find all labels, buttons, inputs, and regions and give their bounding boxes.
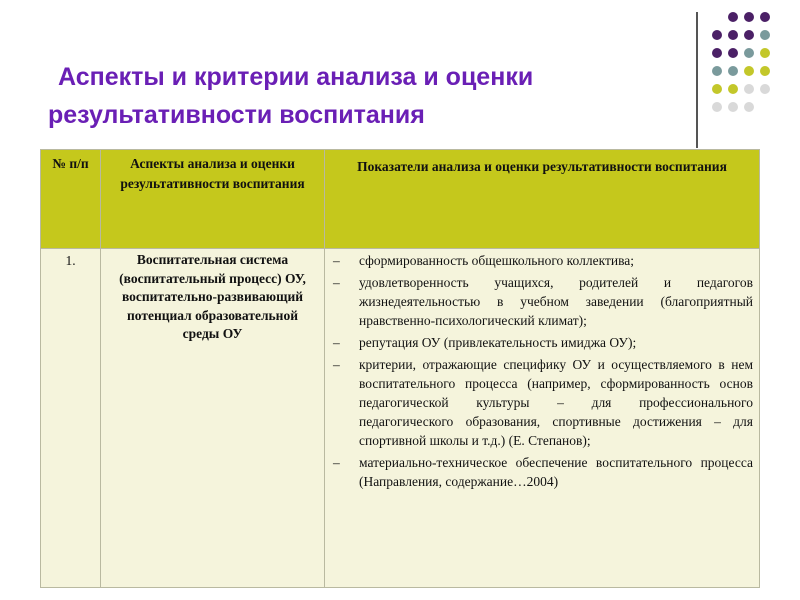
- row-indicators: [325, 249, 760, 588]
- slide-title-line-2: результативности воспитания: [48, 101, 425, 129]
- decorative-dot: [712, 30, 722, 40]
- slide-title: [48, 58, 688, 134]
- decorative-dot: [712, 48, 722, 58]
- decorative-dot: [712, 66, 722, 76]
- decorative-dot: [744, 102, 754, 112]
- indicator-list: [331, 251, 753, 491]
- criteria-table: [40, 149, 760, 588]
- table-header-row: [41, 150, 760, 249]
- decorative-dot: [712, 84, 722, 94]
- header-number: № п/п: [41, 150, 101, 249]
- decorative-dot: [728, 84, 738, 94]
- decorative-dot: [728, 48, 738, 58]
- indicator-item: – удовлетворенность учащихся, родителей и педагогов жизнедеятельностью в учебном заведении (благоприятный нравственно-психологический климат);: [331, 273, 753, 330]
- row-aspect: Воспитательная система (воспитательный процесс) ОУ, воспитательно-развивающий потенциал образовательной среды ОУ: [101, 249, 325, 588]
- decorative-dot: [728, 66, 738, 76]
- header-indicators: Показатели анализа и оценки результативности воспитания: [325, 150, 760, 249]
- decorative-dot: [760, 30, 770, 40]
- decorative-dot: [744, 48, 754, 58]
- decorative-dot: [728, 30, 738, 40]
- decorative-dot: [744, 66, 754, 76]
- decorative-dot: [744, 12, 754, 22]
- decorative-dot-grid: [712, 12, 782, 132]
- decorative-dot: [744, 84, 754, 94]
- indicator-item: – критерии, отражающие специфику ОУ и осуществляемого в нем воспитательного процесса (например, сформированность основ педагогической культуры – для профессионального педагогического образования, спортивные достижения – для спортивной школы и т.д.) (Е. Степанов);: [331, 355, 753, 450]
- decorative-dot: [760, 12, 770, 22]
- decorative-dot: [760, 84, 770, 94]
- indicator-item: – материально-техническое обеспечение воспитательного процесса (Направления, содержание…2004): [331, 453, 753, 491]
- slide-title-line-1: Аспекты и критерии анализа и оценки: [58, 63, 534, 91]
- header-aspects: Аспекты анализа и оценки результативности воспитания: [101, 150, 325, 249]
- decorative-divider: [696, 12, 698, 148]
- decorative-dot: [760, 66, 770, 76]
- decorative-dot: [712, 102, 722, 112]
- decorative-dot: [760, 48, 770, 58]
- row-number: 1.: [41, 249, 101, 588]
- decorative-dot: [728, 102, 738, 112]
- decorative-dot: [728, 12, 738, 22]
- decorative-dot: [744, 30, 754, 40]
- table-row: [41, 249, 760, 588]
- indicator-item: – репутация ОУ (привлекательность имиджа ОУ);: [331, 333, 753, 352]
- indicator-item: – сформированность общешкольного коллектива;: [331, 251, 753, 270]
